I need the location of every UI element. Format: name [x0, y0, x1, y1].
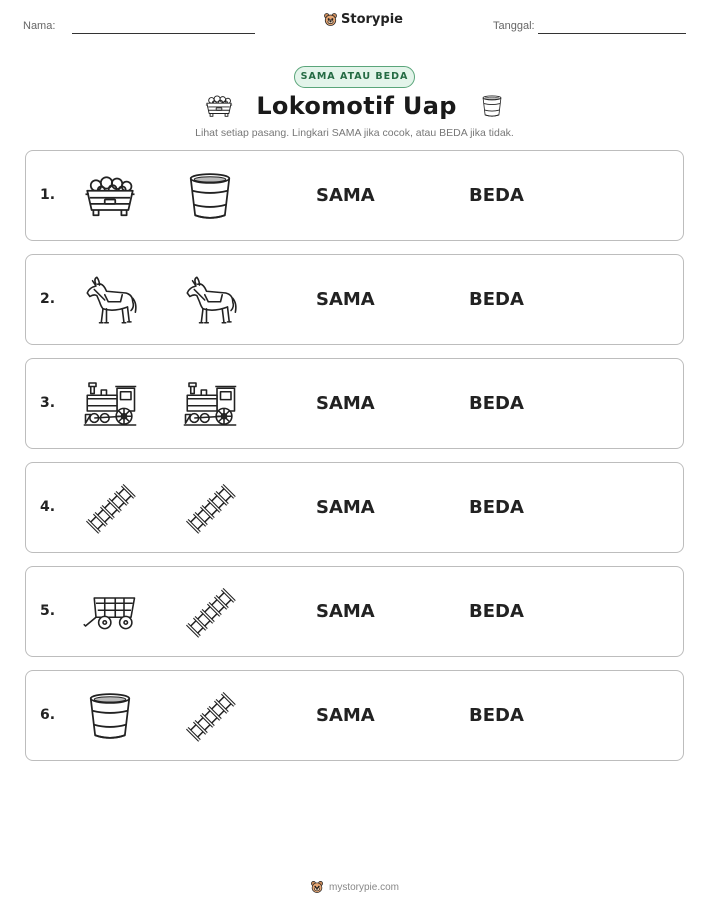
bear-icon — [310, 880, 324, 894]
bucket-icon — [479, 91, 505, 121]
option-sama[interactable]: SAMA — [316, 497, 375, 518]
question-number: 6. — [40, 707, 56, 723]
question-row — [25, 358, 684, 449]
option-beda[interactable]: BEDA — [469, 289, 524, 310]
option-beda[interactable]: BEDA — [469, 185, 524, 206]
question-row — [25, 670, 684, 761]
instructions: Lihat setiap pasang. Lingkari SAMA jika cocok, atau BEDA jika tidak. — [195, 127, 514, 139]
page-title: Lokomotif Uap — [256, 92, 457, 120]
wagon-cart-icon — [82, 584, 138, 640]
title-bar — [0, 91, 709, 121]
question-number: 4. — [40, 499, 56, 515]
bear-icon — [323, 12, 338, 27]
worksheet-type-badge: SAMA ATAU BEDA — [294, 66, 415, 88]
name-field-line[interactable] — [72, 33, 255, 34]
option-sama[interactable]: SAMA — [316, 601, 375, 622]
question-row — [25, 566, 684, 657]
railroad-track-icon — [182, 688, 238, 744]
question-number: 5. — [40, 603, 56, 619]
storypie-logo — [323, 12, 403, 27]
option-beda[interactable]: BEDA — [469, 601, 524, 622]
bucket-icon — [182, 168, 238, 224]
bucket-icon — [82, 688, 138, 744]
option-sama[interactable]: SAMA — [316, 289, 375, 310]
name-label: Nama: — [23, 20, 56, 32]
date-label: Tanggal: — [493, 20, 535, 32]
horse-icon — [182, 272, 238, 328]
option-beda[interactable]: BEDA — [469, 705, 524, 726]
question-row — [25, 462, 684, 553]
coal-basket-icon — [204, 91, 234, 121]
footer-site[interactable]: mystorypie.com — [328, 881, 399, 893]
question-number: 2. — [40, 291, 56, 307]
option-beda[interactable]: BEDA — [469, 393, 524, 414]
option-sama[interactable]: SAMA — [316, 185, 375, 206]
railroad-track-icon — [82, 480, 138, 536]
steam-locomotive-icon — [82, 376, 138, 432]
question-row — [25, 254, 684, 345]
railroad-track-icon — [182, 584, 238, 640]
steam-locomotive-icon — [182, 376, 238, 432]
coal-basket-icon — [82, 168, 138, 224]
option-beda[interactable]: BEDA — [469, 497, 524, 518]
footer — [0, 880, 709, 894]
brand-name: Storypie — [341, 12, 403, 27]
horse-icon — [82, 272, 138, 328]
date-field-line[interactable] — [538, 33, 686, 34]
option-sama[interactable]: SAMA — [316, 705, 375, 726]
question-number: 1. — [40, 187, 56, 203]
railroad-track-icon — [182, 480, 238, 536]
question-number: 3. — [40, 395, 56, 411]
option-sama[interactable]: SAMA — [316, 393, 375, 414]
question-row — [25, 150, 684, 241]
